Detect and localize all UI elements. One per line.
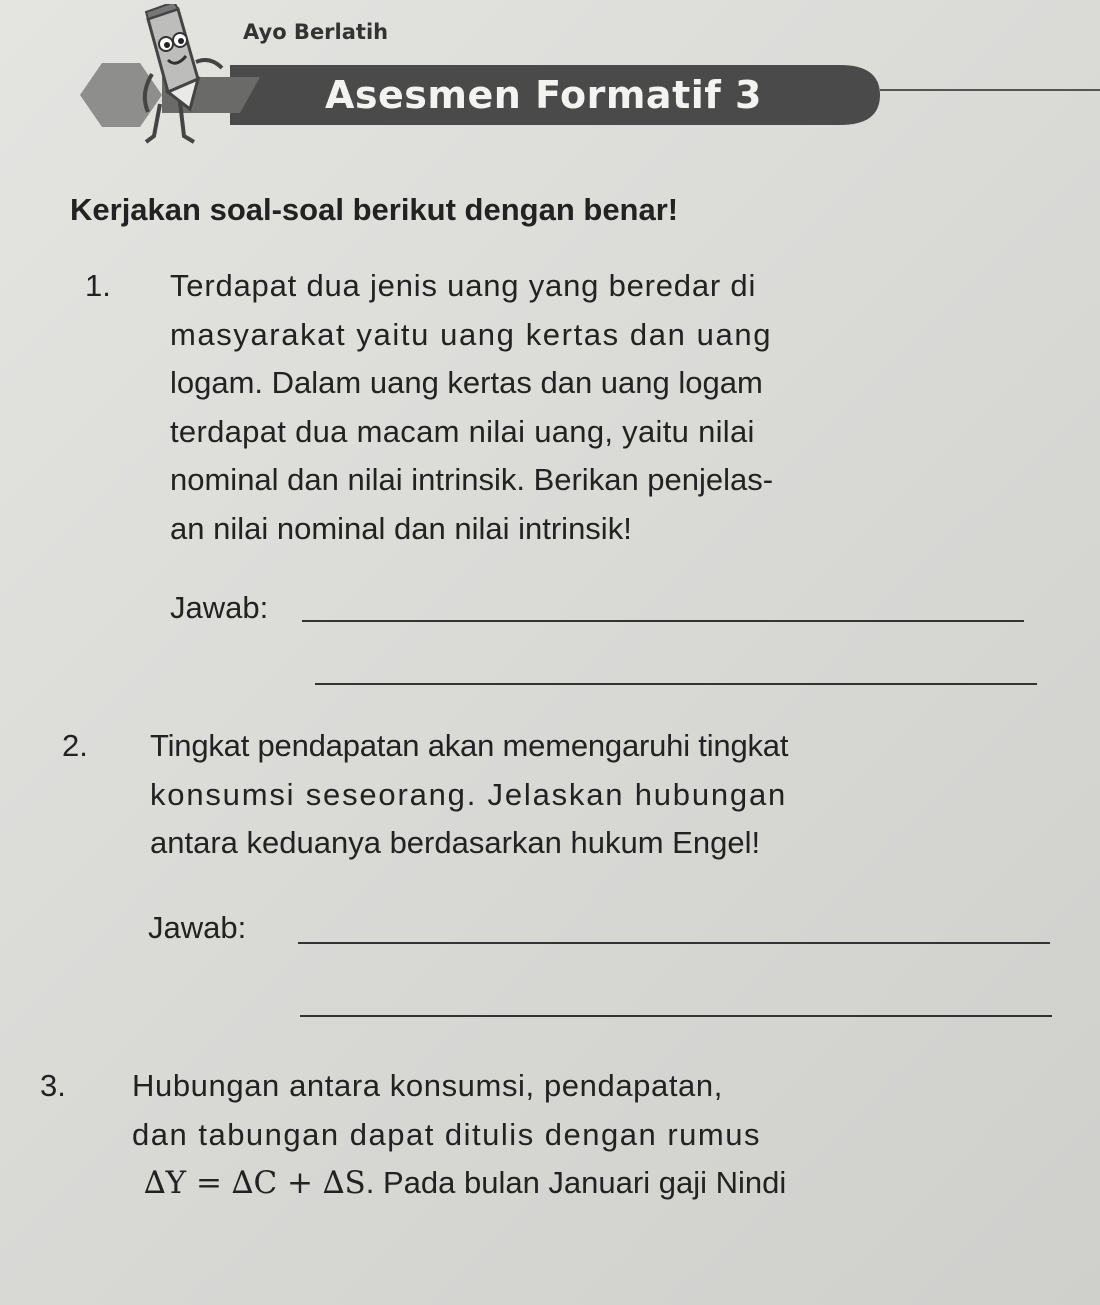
question-line: Tingkat pendapatan akan memengaruhi tingkat (150, 728, 789, 763)
question-line: Terdapat dua jenis uang yang beredar di (170, 268, 757, 303)
question-line (132, 1159, 786, 1208)
question-text (150, 722, 788, 868)
question-number: 1. (85, 268, 111, 303)
question-line: konsumsi seseorang. Jelaskan hubungan (150, 776, 788, 812)
question-1 (85, 262, 1065, 562)
question-line: masyarakat yaitu uang kertas dan uang (170, 316, 773, 352)
question-line: antara keduanya berdasarkan hukum Engel! (150, 825, 761, 860)
page-title: Asesmen Formatif 3 (325, 73, 762, 117)
question-line: logam. Dalam uang kertas dan uang logam (170, 365, 763, 400)
section-subtitle: Ayo Berlatih (243, 20, 389, 44)
banner-rule (880, 89, 1100, 91)
question-text (170, 262, 773, 553)
answer-label: Jawab: (148, 910, 247, 945)
answer-line[interactable] (302, 620, 1024, 622)
question-number: 3. (40, 1068, 66, 1103)
question-text (132, 1062, 786, 1208)
question-line: Hubungan antara konsumsi, pendapatan, (132, 1068, 723, 1103)
question-line: an nilai nominal dan nilai intrinsik! (170, 510, 632, 546)
answer-line[interactable] (300, 1015, 1052, 1017)
answer-line[interactable] (298, 942, 1050, 944)
answer-label: Jawab: (170, 590, 269, 625)
question-number: 2. (62, 728, 88, 763)
question-2 (62, 722, 1062, 882)
question-line: terdapat dua macam nilai uang, yaitu nilai (170, 413, 755, 449)
question-3 (40, 1062, 1090, 1232)
answer-line[interactable] (315, 683, 1037, 685)
instruction-heading: Kerjakan soal-soal berikut dengan benar! (70, 192, 679, 227)
question-line: dan tabungan dapat ditulis dengan rumus (132, 1116, 761, 1152)
formula-suffix: . Pada bulan Januari gaji Nindi (365, 1165, 787, 1200)
formula: ∆Y = ∆C + ∆S (144, 1165, 366, 1201)
question-line: nominal dan nilai intrinsik. Berikan penjelas- (170, 462, 774, 497)
pencil-mascot-icon (118, 4, 228, 149)
